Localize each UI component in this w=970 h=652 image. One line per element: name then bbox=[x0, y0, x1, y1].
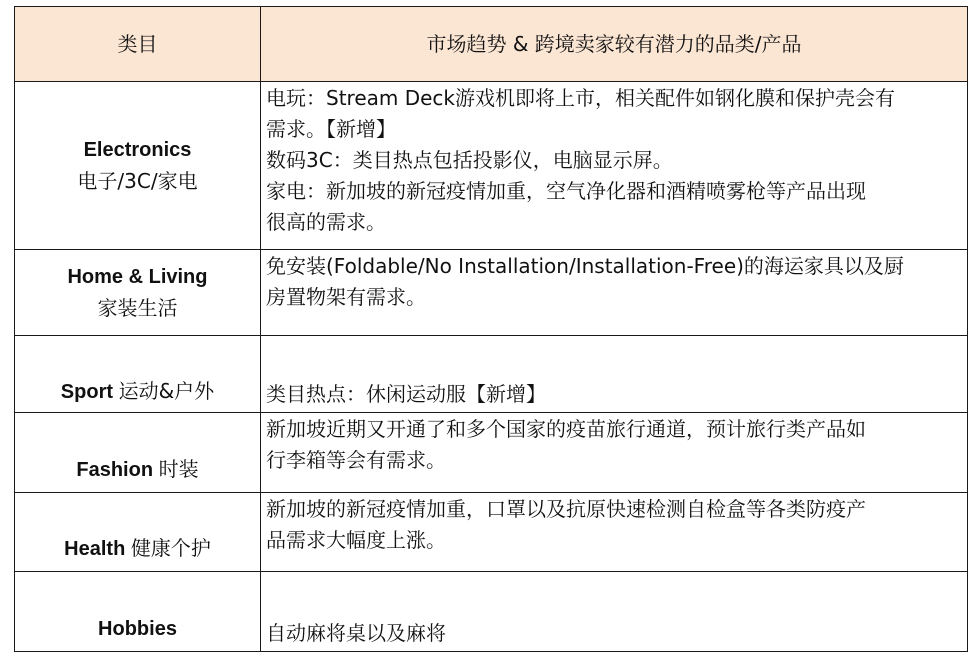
category-zh: 时装 bbox=[158, 457, 199, 481]
trend-cell bbox=[261, 493, 968, 572]
category-en: Hobbies bbox=[98, 618, 177, 640]
category-zh: 电子/3C/家电 bbox=[77, 168, 198, 193]
table-row bbox=[15, 336, 968, 413]
trend-line: 数码3C：类目热点包括投影仪，电脑显示屏。 bbox=[266, 148, 673, 172]
category-zh: 健康个护 bbox=[130, 536, 211, 560]
trend-table bbox=[14, 6, 968, 652]
category-zh: 运动&户外 bbox=[118, 379, 215, 403]
category-en: Health bbox=[64, 538, 131, 560]
trend-line: 新加坡近期又开通了和多个国家的疫苗旅行通道，预计旅行类产品如 bbox=[266, 417, 866, 441]
trend-line: 品需求大幅度上涨。 bbox=[266, 528, 446, 552]
category-cell bbox=[15, 336, 261, 413]
trend-line: 新加坡的新冠疫情加重，口罩以及抗原快速检测自检盒等各类防疫产 bbox=[266, 497, 866, 521]
table-row bbox=[15, 413, 968, 493]
trend-cell bbox=[261, 250, 968, 336]
trend-cell bbox=[261, 413, 968, 493]
header-category: 类目 bbox=[15, 7, 261, 82]
trend-line: 自动麻将桌以及麻将 bbox=[266, 621, 446, 645]
trend-table-container bbox=[14, 6, 968, 652]
category-en: Electronics bbox=[83, 138, 192, 161]
category-en: Sport bbox=[60, 381, 119, 403]
trend-line: 需求。【新增】 bbox=[266, 117, 396, 141]
table-row bbox=[15, 250, 968, 336]
trend-line: 类目热点：休闲运动服【新增】 bbox=[266, 382, 546, 406]
table-row bbox=[15, 493, 968, 572]
table-header-row bbox=[15, 7, 968, 82]
category-cell bbox=[15, 572, 261, 652]
trend-cell bbox=[261, 572, 968, 652]
category-en: Home & Living bbox=[67, 265, 208, 288]
trend-line: 房置物架有需求。 bbox=[266, 285, 426, 309]
category-en: Fashion bbox=[76, 459, 159, 481]
category-cell bbox=[15, 82, 261, 250]
header-trend: 市场趋势 & 跨境卖家较有潜力的品类/产品 bbox=[261, 7, 968, 82]
table-row bbox=[15, 82, 968, 250]
trend-line: 行李箱等会有需求。 bbox=[266, 448, 446, 472]
trend-line: 免安装(Foldable/No Installation/Installation-Free)的海运家具以及厨 bbox=[266, 254, 904, 278]
category-cell bbox=[15, 413, 261, 493]
category-zh: 家装生活 bbox=[97, 295, 178, 320]
table-row bbox=[15, 572, 968, 652]
trend-cell bbox=[261, 336, 968, 413]
trend-line: 电玩：Stream Deck游戏机即将上市，相关配件如钢化膜和保护壳会有 bbox=[266, 86, 896, 110]
category-cell bbox=[15, 493, 261, 572]
trend-line: 家电：新加坡的新冠疫情加重，空气净化器和酒精喷雾枪等产品出现 bbox=[266, 179, 866, 203]
category-cell bbox=[15, 250, 261, 336]
trend-cell bbox=[261, 82, 968, 250]
trend-line: 很高的需求。 bbox=[266, 210, 386, 234]
